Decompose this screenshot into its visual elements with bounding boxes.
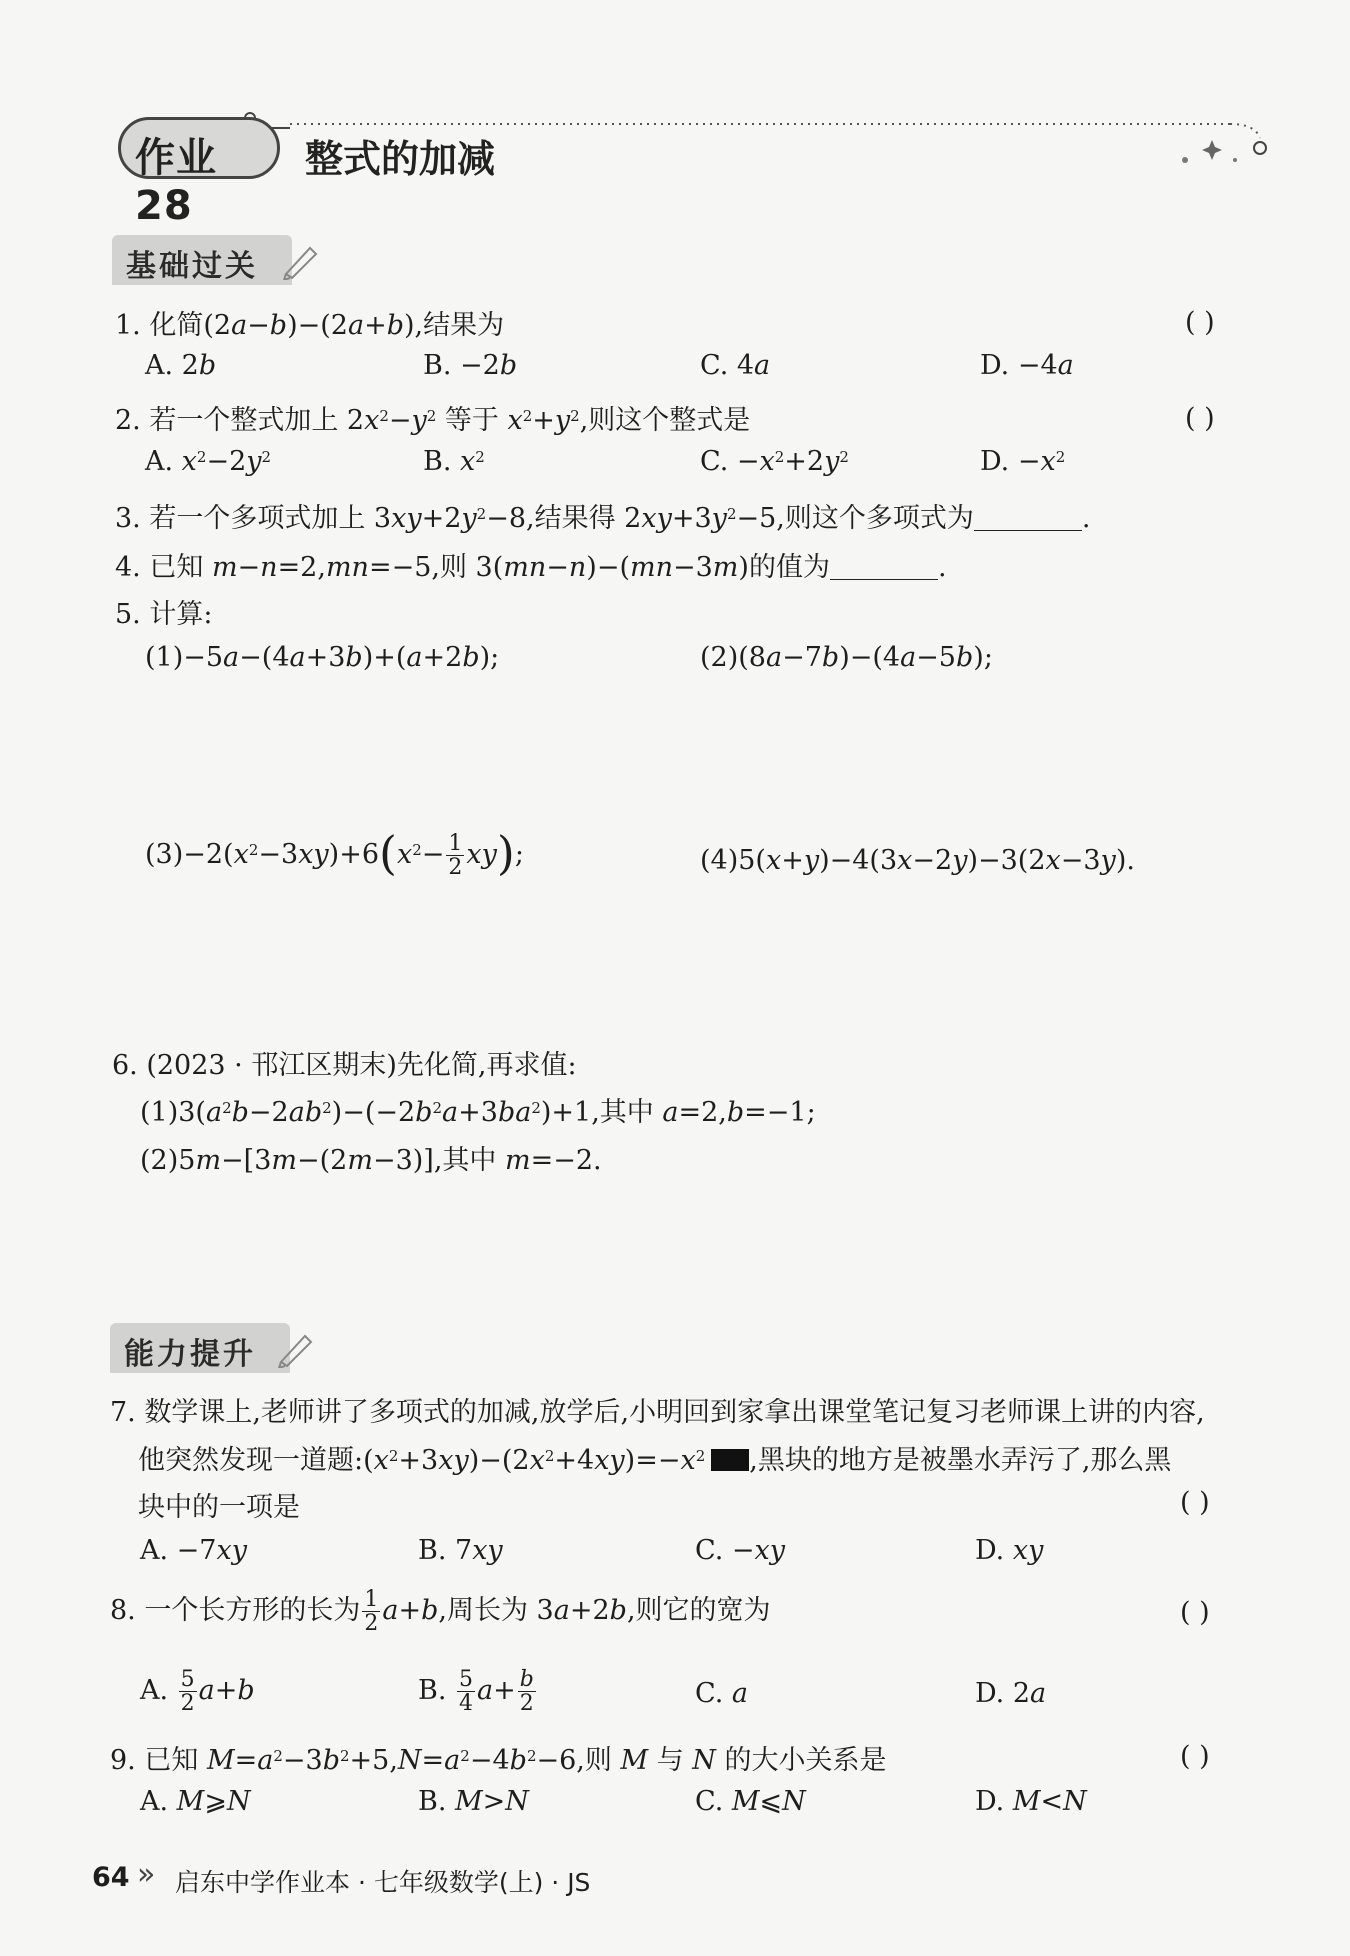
q5-part-2: (2)(8a−7b)−(4a−5b); bbox=[700, 642, 993, 673]
question-9: 9. 已知 $M=a^2-3b^2+5,N=a^2-4b^2-6$,则 M 与 N 的大小关系是 bbox=[110, 1745, 887, 1776]
q7-option-d: D. xy bbox=[975, 1535, 1044, 1566]
ink-blot bbox=[711, 1449, 749, 1471]
q5-part-4: (4)5(x+y)−4(3x−2y)−3(2x−3y). bbox=[700, 845, 1135, 876]
q7-option-b: B. 7xy bbox=[418, 1535, 503, 1566]
answer-bracket-8: ( ) bbox=[1180, 1597, 1210, 1628]
q1-option-b: B. −2b bbox=[423, 350, 518, 381]
question-1: 1. 化简(2a−b)−(2a+b),结果为 bbox=[115, 310, 505, 341]
q2-option-c: C. $-x^2+2y^2$ bbox=[700, 446, 849, 477]
section-basic-tab bbox=[112, 235, 292, 285]
q7-option-c: C. −xy bbox=[695, 1535, 785, 1566]
question-6: 6. (2023 · 邗江区期末)先化简,再求值: bbox=[112, 1050, 577, 1081]
question-7-line-2: 他突然发现一道题$:(x^2+3xy)-(2x^2+4xy)=-x^2$ ,黑块的地方是被墨水弄污了,那么黑 bbox=[138, 1445, 1172, 1476]
pencil-icon bbox=[275, 1328, 315, 1368]
q6-part-2: (2)5m−[3m−(2m−3)],其中 m=−2. bbox=[140, 1145, 602, 1176]
q9-option-b: B. M>N bbox=[418, 1786, 529, 1817]
q1-option-c: C. 4a bbox=[700, 350, 771, 381]
q9-option-a: A. M⩾N bbox=[140, 1786, 251, 1817]
question-2: 2. 若一个整式加上 $2x^2-y^2$ 等于 $x^2+y^2$,则这个整式是 bbox=[115, 405, 751, 436]
question-7-line-1: 7. 数学课上,老师讲了多项式的加减,放学后,小明回到家拿出课堂笔记复习老师课上讲的内容, bbox=[110, 1397, 1205, 1428]
page-title: 整式的加减 bbox=[305, 137, 496, 181]
section-advanced-tab bbox=[110, 1323, 290, 1373]
answer-bracket-1: ( ) bbox=[1185, 307, 1215, 338]
q2-option-b: B. $x^2$ bbox=[423, 446, 485, 477]
q8-option-c: C. a bbox=[695, 1678, 748, 1709]
question-4: 4. 已知 m−n=2,mn=−5,则 3(mn−n)−(mn−3m)的值为 . bbox=[115, 552, 947, 583]
q9-option-d: D. M<N bbox=[975, 1786, 1087, 1817]
answer-bracket-2: ( ) bbox=[1185, 403, 1215, 434]
q9-option-c: C. M⩽N bbox=[695, 1786, 806, 1817]
answer-blank-4[interactable] bbox=[830, 553, 938, 580]
answer-bracket-9: ( ) bbox=[1180, 1741, 1210, 1772]
q8-option-d: D. 2a bbox=[975, 1678, 1047, 1709]
q8-option-a: A. $\frac{5}{2}$ a+b bbox=[140, 1667, 255, 1717]
q1-option-d: D. −4a bbox=[980, 350, 1074, 381]
q2-option-a: A. $x^2-2y^2$ bbox=[145, 446, 272, 477]
q5-part-3: $(3)-2(x^2-3xy)+6(x^2-$ $\frac{1}{2}$ xy); bbox=[145, 826, 524, 881]
footer-arrows-icon: » bbox=[137, 1857, 156, 1892]
section-advanced-label: 能力提升 bbox=[124, 1337, 256, 1372]
answer-blank-3[interactable] bbox=[974, 504, 1082, 531]
q7-option-a: A. −7xy bbox=[140, 1535, 247, 1566]
page-number: 64 bbox=[92, 1862, 130, 1893]
book-title: 启东中学作业本 · 七年级数学(上) · JS bbox=[175, 1868, 591, 1897]
section-basic-label: 基础过关 bbox=[126, 249, 258, 284]
pencil-icon bbox=[280, 240, 320, 280]
question-8: 8. 一个长方形的长为 $\frac{1}{2}$ a+b,周长为 3a+2b,则它的宽为 bbox=[110, 1587, 771, 1637]
q1-option-a: A. 2b bbox=[145, 350, 217, 381]
q5-part-1: (1)−5a−(4a+3b)+(a+2b); bbox=[145, 642, 500, 673]
q8-option-b: B. $\frac{5}{4}$ a+ $\frac{b}{2}$ bbox=[418, 1667, 534, 1717]
answer-bracket-7: ( ) bbox=[1180, 1487, 1210, 1518]
question-7-line-3: 块中的一项是 bbox=[138, 1492, 300, 1523]
question-3: 3. 若一个多项式加上 $3xy+2y^2-8$,结果得 $2xy+3y^2-5$,则这个多项式为 . bbox=[115, 503, 1091, 534]
question-5: 5. 计算: bbox=[115, 599, 213, 630]
q2-option-d: D. $-x^2$ bbox=[980, 446, 1066, 477]
q6-part-1: $(1)3(a^2b-2ab^2)-(-2b^2a+3ba^2)+1$,其中 a=2,b=−1; bbox=[140, 1097, 816, 1128]
homework-number: 作业 28 bbox=[135, 135, 217, 229]
homework-number-badge bbox=[118, 117, 280, 229]
